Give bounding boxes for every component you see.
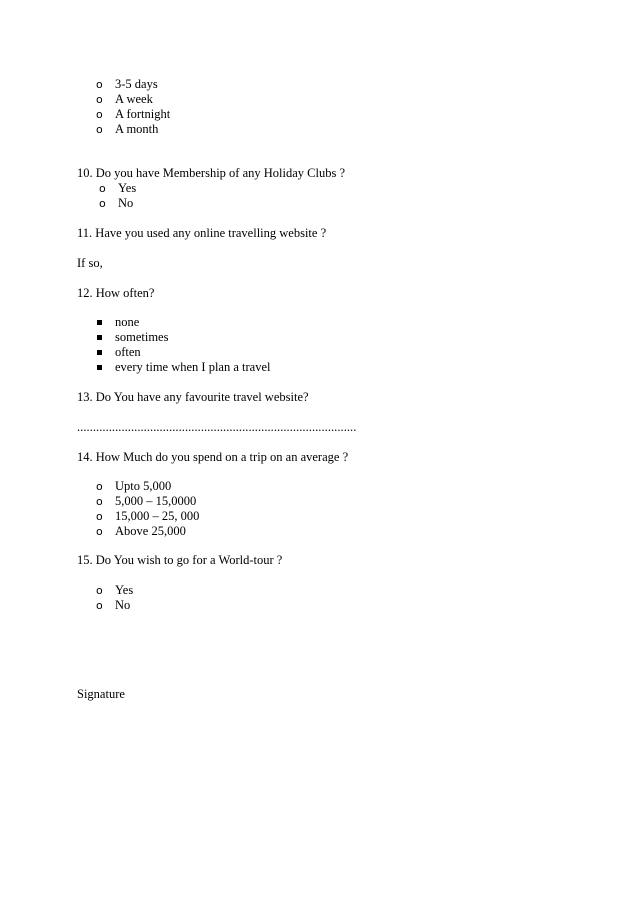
question-13: 13. Do You have any favourite travel website? [77, 390, 309, 404]
radio-bullet-icon: o [96, 93, 103, 106]
question-15: 15. Do You wish to go for a World-tour ? [77, 553, 283, 567]
radio-bullet-icon: o [99, 197, 106, 210]
signature-label: Signature [77, 687, 125, 701]
option-label: 15,000 – 25, 000 [115, 509, 200, 523]
radio-bullet-icon: o [96, 599, 103, 612]
option-label: every time when I plan a travel [115, 360, 271, 374]
square-bullet-icon [97, 350, 102, 355]
option-label: Yes [115, 583, 134, 597]
question-11-followup: If so, [77, 256, 103, 270]
option-label: 5,000 – 15,0000 [115, 494, 197, 508]
radio-bullet-icon: o [96, 480, 103, 493]
option-label: A week [115, 92, 153, 106]
radio-bullet-icon: o [96, 495, 103, 508]
question-12: 12. How often? [77, 286, 155, 300]
option-label: A month [115, 122, 159, 136]
radio-bullet-icon: o [96, 525, 103, 538]
option-label: No [118, 196, 134, 210]
radio-bullet-icon: o [96, 584, 103, 597]
option-label: Upto 5,000 [115, 479, 172, 493]
radio-bullet-icon: o [96, 78, 103, 91]
option-label: none [115, 315, 140, 329]
question-11: 11. Have you used any online travelling website ? [77, 226, 327, 240]
radio-bullet-icon: o [96, 108, 103, 121]
radio-bullet-icon: o [96, 510, 103, 523]
option-label: A fortnight [115, 107, 171, 121]
option-label: sometimes [115, 330, 169, 344]
radio-bullet-icon: o [96, 123, 103, 136]
option-label: often [115, 345, 141, 359]
square-bullet-icon [97, 335, 102, 340]
question-10: 10. Do you have Membership of any Holiday Clubs ? [77, 166, 346, 180]
answer-dotted-line: ........................................................................................ [77, 420, 357, 434]
radio-bullet-icon: o [99, 182, 106, 195]
square-bullet-icon [97, 320, 102, 325]
option-label: 3-5 days [115, 77, 158, 91]
option-label: Yes [118, 181, 137, 195]
option-label: No [115, 598, 131, 612]
option-label: Above 25,000 [115, 524, 186, 538]
square-bullet-icon [97, 365, 102, 370]
question-14: 14. How Much do you spend on a trip on an average ? [77, 450, 349, 464]
